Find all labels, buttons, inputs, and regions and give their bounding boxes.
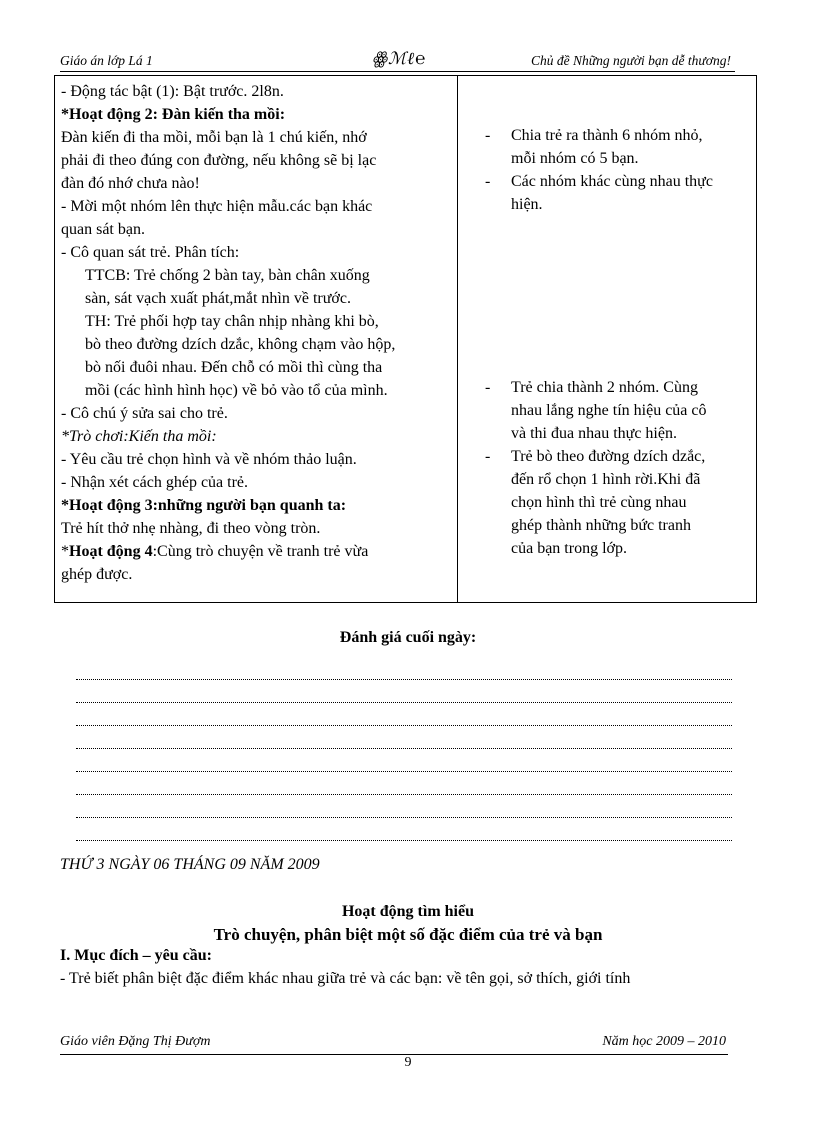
dotted-line <box>76 703 732 726</box>
footer-right: Năm học 2009 – 2010 <box>602 1034 726 1049</box>
footer-left: Giáo viên Đặng Thị Đượm <box>60 1034 211 1049</box>
bullet-item <box>485 445 747 560</box>
activity-subtitle: Trò chuyện, phân biệt một số đặc điểm của trẻ và bạn <box>213 925 603 944</box>
bullet-dash: - <box>485 127 491 144</box>
column-divider <box>457 76 458 602</box>
left-line: - Yêu cầu trẻ chọn hình và về nhóm thảo luận. <box>61 451 357 468</box>
header-right: Chủ đề Những người bạn dễ thương! <box>531 53 731 68</box>
lesson-table <box>54 75 757 603</box>
left-line: *Hoạt động 3:những người bạn quanh ta: <box>61 497 347 514</box>
section-heading: I. Mục đích – yêu cầu: <box>60 947 212 964</box>
date-heading: THỨ 3 NGÀY 06 THÁNG 09 NĂM 2009 <box>60 856 320 873</box>
right-group-2 <box>485 376 747 560</box>
left-line: mồi (các hình hình học) về bỏ vào tổ của mình. <box>85 382 388 399</box>
page-number: 9 <box>404 1055 412 1070</box>
bullet-line: hiện. <box>511 196 543 213</box>
left-line: - Nhận xét cách ghép của trẻ. <box>61 474 249 491</box>
bullet-line: Trẻ chia thành 2 nhóm. Cùng <box>511 379 698 396</box>
bullet-dash: - <box>485 173 491 190</box>
header-rule <box>60 71 735 72</box>
left-line: TH: Trẻ phối hợp tay chân nhịp nhàng khi bò, <box>85 313 379 330</box>
bullet-line: và thi đua nhau thực hiện. <box>511 425 677 442</box>
bullet-dash: - <box>485 448 491 465</box>
bullet-item <box>485 170 747 216</box>
left-line: bò nối đuôi nhau. Đến chỗ có mồi thì cùng tha <box>85 359 383 376</box>
section-line: - Trẻ biết phân biệt đặc điểm khác nhau giữa trẻ và các bạn: về tên gọi, sở thích, giới tính <box>60 970 631 987</box>
bullet-line: mỗi nhóm có 5 bạn. <box>511 150 639 167</box>
bullet-line: Trẻ bò theo đường dzích dzắc, <box>511 448 706 465</box>
right-group-1 <box>485 124 747 216</box>
bullet-line: chọn hình thì trẻ cùng nhau <box>511 494 687 511</box>
evaluation-title: Đánh giá cuối ngày: <box>339 629 477 646</box>
bullet-line: Chia trẻ ra thành 6 nhóm nhỏ, <box>511 127 703 144</box>
left-line: quan sát bạn. <box>61 221 145 238</box>
dotted-line <box>76 680 732 703</box>
dotted-line <box>76 726 732 749</box>
bullet-item <box>485 376 747 445</box>
bullet-line: Các nhóm khác cùng nhau thực <box>511 173 713 190</box>
page-header <box>60 49 735 73</box>
left-line: *Hoạt động 2: Đàn kiến tha mồi: <box>61 106 286 123</box>
dotted-line <box>76 795 732 818</box>
left-line: TTCB: Trẻ chống 2 bàn tay, bàn chân xuống <box>85 267 370 284</box>
left-line: - Mời một nhóm lên thực hiện mẫu.các bạn khác <box>61 198 373 215</box>
left-line: *Trò chơi:Kiến tha mồi: <box>61 428 217 445</box>
bullet-line: ghép thành những bức tranh <box>511 517 691 534</box>
left-line: - Động tác bật (1): Bật trước. 2l8n. <box>61 83 284 100</box>
left-line: sàn, sát vạch xuất phát,mắt nhìn về trước. <box>85 290 351 307</box>
bullet-line: của bạn trong lớp. <box>511 540 627 557</box>
left-line: phải đi theo đúng con đường, nếu không sẽ bị lạc <box>61 152 377 169</box>
dotted-line <box>76 818 732 841</box>
left-line: - Cô chú ý sửa sai cho trẻ. <box>61 405 228 422</box>
activity-title: Hoạt động tìm hiểu <box>341 903 474 920</box>
dotted-line <box>76 657 732 680</box>
dotted-line <box>76 749 732 772</box>
left-line: đàn đó nhớ chưa nào! <box>61 175 200 192</box>
left-line: - Cô quan sát trẻ. Phân tích: <box>61 244 240 261</box>
left-line: *Hoạt động 4:Cùng trò chuyện về tranh trẻ vừa <box>61 543 369 560</box>
bullet-line: đến rổ chọn 1 hình rời.Khi đã <box>511 471 701 488</box>
dotted-line <box>76 772 732 795</box>
bullet-line: nhau lắng nghe tín hiệu của cô <box>511 402 707 419</box>
left-line: Trẻ hít thở nhẹ nhàng, đi theo vòng tròn. <box>61 520 321 537</box>
left-line: Đàn kiến đi tha mồi, mỗi bạn là 1 chú kiến, nhớ <box>61 129 367 146</box>
left-column <box>61 80 453 586</box>
page-footer <box>60 1034 728 1055</box>
left-line: bò theo đường dzích dzắc, không chạm vào hộp, <box>85 336 396 353</box>
header-ornament: ꙮℳℓ℮ <box>372 49 427 68</box>
bullet-dash: - <box>485 379 491 396</box>
header-left: Giáo án lớp Lá 1 <box>60 53 153 68</box>
bullet-item <box>485 124 747 170</box>
evaluation-lines <box>76 657 732 841</box>
left-line: ghép được. <box>61 566 133 583</box>
